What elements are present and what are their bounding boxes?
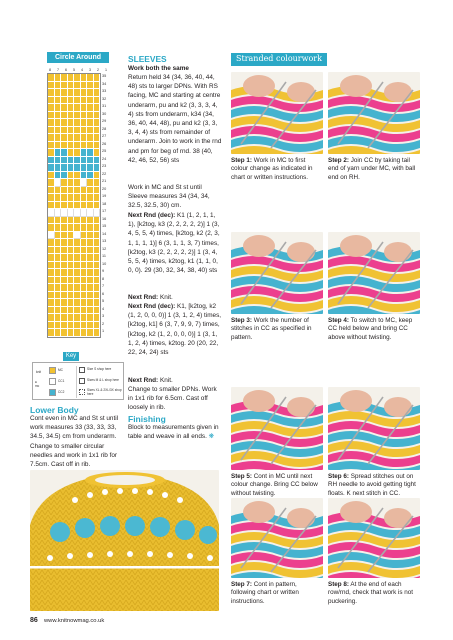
finishing-heading: Finishing	[128, 414, 166, 424]
chart-row-number: 21	[102, 179, 107, 183]
chart-cell	[94, 292, 101, 300]
chart-cell	[94, 82, 101, 90]
sleeves-knit1: Next Rnd: Knit.	[128, 294, 173, 301]
chart-row-number: 17	[102, 209, 107, 213]
chart-cell	[94, 179, 101, 187]
chart-row-number: 2	[102, 321, 105, 326]
chart-cell	[94, 89, 101, 97]
chart-row-number: 34	[102, 81, 107, 86]
step-photo-6	[328, 387, 420, 470]
chart-column-numbers	[49, 68, 107, 72]
chart-column-number: 8	[49, 68, 51, 72]
chart-cell	[94, 112, 101, 120]
size-box-ml	[79, 378, 85, 384]
chart-cell	[94, 97, 101, 105]
page-number: 86	[30, 617, 38, 624]
step-photo-2	[328, 72, 420, 154]
chart-row-number: 19	[102, 194, 107, 198]
chart-column-number: 1	[105, 68, 107, 72]
chart-row-number: 15	[102, 224, 107, 228]
chart-row-number: 35	[102, 74, 107, 78]
chart-cell	[94, 307, 101, 315]
chart-cell	[94, 277, 101, 285]
chart-cell	[94, 209, 101, 217]
chart-row-number: 5	[102, 299, 105, 303]
key-label-cc1: CC1	[58, 379, 65, 383]
end-mark-icon: ❋	[208, 433, 215, 441]
step-photo-4	[328, 232, 420, 314]
step-photo-7	[231, 498, 323, 578]
size-label-ml: Sizes M & L shop here	[87, 378, 119, 382]
step-caption-2: Step 2: Join CC by taking tail end of yarn under MC, with ball end on RH.	[328, 157, 416, 181]
key-title: Key	[63, 352, 79, 361]
chart-cell	[94, 149, 101, 157]
chart-row-number: 3	[102, 314, 105, 318]
sleeves-dec2: Next Rnd (dec): K1, [k2tog, k2 (1, 2, 0, 0, 0)] 1 (3, 1, 2, 4) times, [k2tog, k1] 6 (3, 7, 9, 9, 7) times, [k2tog, k2 (1, 2, 0, 0, 0)] 1 (3, 1, 1, 2, 4) times, k2tog. 20 (20, 22, 22, 24, 24) sts	[128, 303, 222, 357]
step-caption-7: Step 7: Cont in pattern, following chart or written instructions.	[231, 581, 299, 605]
chart-row-number: 7	[102, 284, 105, 288]
sleeves-dec1: Next Rnd (dec): K1 (1, 2, 1, 1, 1), [k2tog, k3 (2, 2, 2, 2, 2)] 1 (3, 4, 5, 5, 4) times, [k2tog, k2 (2, 3, 1, 1, 1, 1)] 6 (3, 1, 1, 3, 7) times, [k2tog, k3 (2, 2, 2, 2, 2)] 1 (3, 4, 5, 5, 4) times, k2tog, k1 (1, 1, 0, 0, 0). 29 (30, 32, 34, 38, 40) sts	[128, 212, 220, 275]
chart-cell	[94, 74, 101, 82]
chart-row-number: 4	[102, 306, 105, 311]
chart-cell	[94, 134, 101, 142]
sleeves-para2: Work in MC and St st until Sleeve measures 34 (34, 34, 32.5, 32.5, 30) cm.	[128, 184, 210, 210]
chart-cell	[94, 157, 101, 165]
key-label-mc: MC	[58, 368, 63, 372]
chart-row-number: 33	[102, 89, 107, 93]
chart-row-number: 30	[102, 111, 107, 116]
chart-row-numbers	[102, 73, 106, 336]
chart-row-number: 31	[102, 104, 107, 108]
sweater-photo	[30, 470, 219, 611]
lower-body-heading: Lower Body	[30, 405, 79, 415]
key-swatch-cc1	[49, 378, 56, 385]
key-label-cc2: CC2	[58, 390, 65, 394]
chart-column-number: 5	[73, 68, 75, 72]
chart-cell	[94, 262, 101, 270]
chart-cell	[94, 239, 101, 247]
chart-column-number: 4	[81, 68, 83, 72]
key-swatch-cc2	[49, 389, 56, 396]
chart-column-number: 6	[65, 68, 67, 72]
sleeves-knit2: Next Rnd: Knit.	[128, 377, 173, 384]
sleeves-end: Change to smaller DPNs. Work in 1x1 rib for 6.5cm. Cast off loosely in rib.	[128, 386, 217, 412]
chart-cell	[94, 299, 101, 307]
chart-cell	[94, 232, 101, 240]
finishing-text: Block to measurements given in table and weave in all ends. ❋	[128, 424, 219, 441]
chart-cell	[94, 329, 101, 337]
chart-row-number: 29	[102, 119, 107, 123]
step-caption-5: Step 5: Cont in MC until next colour change. Bring CC below without twisting.	[231, 473, 318, 497]
chart-row-number: 27	[102, 134, 107, 138]
sleeves-para1: Return held 34 (34, 36, 40, 44, 48) sts to larger DPNs. With RS facing, MC and starting at centre underarm, pu and k2 (3, 3, 3, 4, 4) sts from underarm, k34 (34, 36, 40, 44, 48), pu and k2 (3, 3, 3, 4, 4) sts from remainder of underarm. Join to work in the rnd and pm for beg of rnd. 38 (40, 42, 46, 52, 56) sts	[128, 74, 222, 164]
chart-cell	[94, 127, 101, 135]
chart-row-number: 20	[102, 186, 107, 191]
chart-cell	[94, 142, 101, 150]
chart-cell	[94, 247, 101, 255]
chart-row-number: 32	[102, 96, 107, 101]
chart-cell	[94, 172, 101, 180]
chart-cell	[94, 104, 101, 112]
chart-cell	[94, 224, 101, 232]
step-caption-1: Step 1: Work in MC to first colour change as indicated in chart or written instructions.	[231, 157, 313, 181]
chart-cell	[94, 269, 101, 277]
sleeves-subheading: Work both the same	[128, 65, 189, 72]
chart-row-number: 1	[102, 329, 105, 333]
chart-row-number: 11	[102, 254, 106, 258]
chart-cell	[94, 254, 101, 262]
chart-row-number: 10	[102, 261, 107, 266]
chart-row-number: 6	[102, 291, 105, 296]
chart-column-number: 2	[97, 68, 99, 72]
chart-cell	[94, 194, 101, 202]
chart-row-number: 9	[102, 269, 105, 273]
chart-column-number: 3	[89, 68, 91, 72]
step-caption-6: Step 6: Spread stitches out on RH needle to avoid getting tight floats. K next stitch in CC.	[328, 473, 416, 497]
chart-row-number: 14	[102, 231, 107, 236]
chart-row-number: 13	[102, 239, 107, 243]
chart-cell	[94, 217, 101, 225]
chart-cell	[94, 187, 101, 195]
step-caption-8: Step 8: At the end of each row/rnd, check that work is not puckering.	[328, 581, 414, 605]
lower-body-text: Cont even in MC and St st until work measures 33 (33, 33, 33, 34.5, 34.5) cm from underarm. Change to smaller circular needles and work in 1x1 rib for 7.5cm. Cast off in rib.	[30, 415, 119, 469]
step-photo-8	[328, 498, 420, 578]
chart-cell	[94, 322, 101, 330]
chart-row-number: 28	[102, 126, 107, 131]
sleeves-heading: SLEEVES	[128, 54, 167, 64]
chart-cell	[94, 202, 101, 210]
chart-cell	[94, 119, 101, 127]
key-swatch-mc	[49, 367, 56, 374]
step-caption-4: Step 4: To switch to MC, keep CC held below and bring CC above without twisting.	[328, 317, 413, 341]
step-caption-3: Step 3: Work the number of stitches in CC as specified in pattern.	[231, 317, 312, 341]
footer-url[interactable]: www.knitnowmag.co.uk	[44, 618, 105, 624]
chart-row-number: 25	[102, 149, 107, 153]
size-label-s: Size S shop here	[87, 367, 112, 371]
chart-row-number: 12	[102, 246, 107, 251]
chart-cell	[94, 284, 101, 292]
key-box: knit ● mc MC CC1 CC2 Size S shop here Sizes M & L shop here Sizes XL & 2XL/3X shop here	[32, 362, 124, 400]
step-photo-3	[231, 232, 323, 314]
stranded-title: Stranded colourwork	[236, 54, 322, 63]
size-box-s	[79, 367, 85, 373]
stranded-title-bar	[231, 53, 327, 66]
chart-cell	[94, 164, 101, 172]
size-box-xl	[79, 389, 85, 395]
chart-row-number: 18	[102, 201, 107, 206]
chart-title: Circle Around	[47, 52, 109, 63]
step-photo-1	[231, 72, 323, 154]
chart-row-number: 8	[102, 276, 105, 281]
chart-row-number: 24	[102, 156, 107, 161]
colourwork-chart-grid	[47, 73, 101, 338]
size-label-xl: Sizes XL & 2XL/3X shop here	[87, 388, 122, 396]
chart-row-number: 16	[102, 216, 107, 221]
chart-row-number: 22	[102, 171, 107, 176]
step-photo-5	[231, 387, 323, 470]
chart-cell	[94, 314, 101, 322]
chart-row-number: 26	[102, 141, 107, 146]
chart-column-number: 7	[57, 68, 59, 72]
chart-row-number: 23	[102, 164, 107, 168]
